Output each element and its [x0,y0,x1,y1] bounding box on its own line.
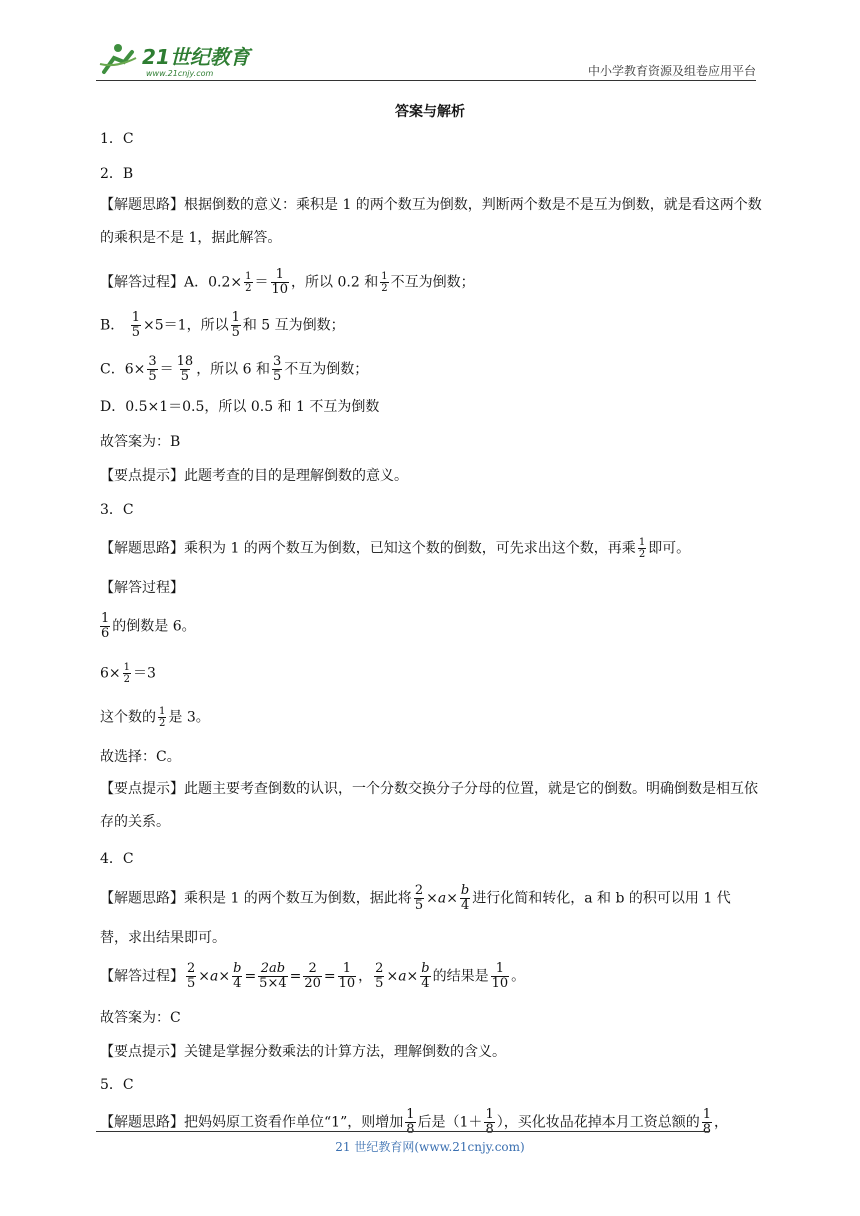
expr-text: 的倒数是 6。 [112,618,196,635]
q4-thinking: 【解题思路】乘积是 1 的两个数互为倒数，据此将 $\frac{2}{5}$ ×a× $\frac{b}{4}$ 进行化简和转化，a 和 b 的积可以用 1 代 [100,883,731,913]
expr-text: 不互为倒数； [390,274,475,291]
expr-text: ，所以 6 和 [196,361,270,378]
answer-q3: 3．C [100,502,134,518]
fraction: $\frac{2ab}{5\times 4}$ [259,961,287,991]
thinking-text: ， [714,1114,728,1131]
fraction: $\frac{1}{10}$ [491,961,509,991]
q4-thinking-cont: 替，求出结果即可。 [100,930,226,946]
fraction: $\frac{1}{8}$ [702,1107,711,1137]
q2-tip: 【要点提示】此题考查的目的是理解倒数的意义。 [100,468,408,484]
thinking-text: 【解题思路】乘积为 1 的两个数互为倒数，已知这个数的倒数，可先求出这个数，再乘 [100,540,636,557]
q2-process-a: 【解答过程】A．0.2× $\frac{1}{2}$ ＝ $\frac{1}{10}$ ，所以 0.2 和 $\frac{1}{2}$ 不互为倒数； [100,267,475,297]
q3-tip: 【要点提示】此题主要考查倒数的认识，一个分数交换分子分母的位置，就是它的倒数。明确倒数是相互依存的关系。 [100,781,758,830]
expr-text: 0.2× [208,274,243,291]
q3-line3 [100,706,210,729]
fraction: $\frac{18}{5}$ [176,354,194,384]
expr-text: ，所以 0.2 和 [291,274,379,291]
fraction: $\frac{3}{5}$ [148,354,157,384]
q2-answer: 故答案为：B [100,434,181,450]
expr-text: ， [358,968,373,985]
footer-link[interactable]: 21 世纪教育网(www.21cnjy.com) [335,1140,525,1154]
q5-thinking [100,1108,728,1137]
expr-text: 是 3。 [168,709,210,726]
fraction: $\frac{1}{2}$ [638,537,646,560]
fraction: $\frac{1}{5}$ [131,310,141,340]
q2-process-d: D．0.5×1＝0.5，所以 0.5 和 1 不互为倒数 [100,399,380,415]
q4-process: 【解答过程】 $\frac{2}{5}$ ×a× $\frac{b}{4}$ = $\frac{2ab}{5\times 4}$ = $\frac{2}{20}$ = $\frac{1}{10}$ ， $\frac{2}{5}$ ×a× $\frac{b}{4}$ 的结果是 $\frac{1}{10}$ 。 [100,961,526,991]
fraction: $\frac{b}{4}$ [233,961,242,991]
answer-q5: 5．C [100,1077,134,1093]
fraction: $\frac{2}{20}$ [304,961,321,991]
fraction: $\frac{1}{2}$ [123,662,131,685]
expr-text: 这个数的 [100,709,156,726]
q3-process-label: 【解答过程】 [100,580,184,596]
q2-process-c: C．6× $\frac{3}{5}$ ＝ $\frac{18}{5}$ ，所以 6 和 $\frac{3}{5}$ 不互为倒数； [100,354,369,384]
expr-text: 不互为倒数； [284,361,369,378]
q4-answer: 故答案为：C [100,1010,181,1026]
expr-text: 和 5 互为倒数； [242,317,345,334]
fraction: $\frac{1}{10}$ [338,961,356,991]
site-logo [96,38,266,80]
fraction: $\frac{1}{2}$ [381,271,388,294]
answer-q1: 1．C [100,131,134,147]
fraction: $\frac{1}{8}$ [406,1107,415,1137]
fraction: $\frac{1}{10}$ [271,267,289,297]
expr-text: 的结果是 [432,968,489,985]
fraction: $\frac{1}{5}$ [231,310,240,340]
expr-text: ＝3 [133,665,156,682]
fraction: $\frac{2}{5}$ [414,883,424,913]
fraction: $\frac{b}{4}$ [421,961,430,991]
answer-q2: 2．B [100,166,134,182]
fraction: $\frac{2}{5}$ [375,961,384,991]
thinking-text: 进行化简和转化，a 和 b 的积可以用 1 代 [472,890,731,907]
process-label: 【解答过程】 [100,968,184,985]
thinking-text: ），买化妆品花掉本月工资总额的 [496,1114,700,1131]
q2-process-b [100,311,345,340]
q3-answer: 故选择：C。 [100,749,181,765]
thinking-text: 【解题思路】乘积是 1 的两个数互为倒数，据此将 [100,890,412,907]
option-label: C．6× [100,361,146,378]
svg-text:21世纪教育: 21世纪教育 [142,45,250,69]
expr-text: 6× [100,665,121,682]
q2-thinking: 【解题思路】根据倒数的意义：乘积是 1 的两个数互为倒数，判断两个数是不是互为倒数，就是看这两个数的乘积是不是 1，据此解答。 [100,197,762,246]
process-label: 【解答过程】A． [100,274,209,291]
q3-line1 [100,612,196,641]
q3-thinking [100,537,690,560]
svg-text:www.21cnjy.com: www.21cnjy.com [146,69,214,78]
option-label: B． [100,317,125,334]
answer-q4: 4．C [100,851,134,867]
fraction: $\frac{1}{6}$ [101,611,110,641]
fraction: $\frac{1}{2}$ [245,271,252,294]
expr-text: ×5＝1，所以 [143,317,229,334]
fraction: $\frac{1}{2}$ [159,706,166,729]
thinking-text: 即可。 [648,540,691,557]
thinking-text: 【解题思路】把妈妈原工资看作单位“1”，则增加 [100,1114,404,1131]
fraction: $\frac{b}{4}$ [460,883,470,913]
q3-line2 [100,662,156,685]
fraction: $\frac{3}{5}$ [273,354,282,384]
thinking-text: 后是（1＋ [417,1114,483,1131]
q4-tip: 【要点提示】关键是掌握分数乘法的计算方法，理解倒数的含义。 [100,1044,506,1060]
fraction: $\frac{1}{8}$ [485,1107,494,1137]
footer-divider [96,1131,710,1132]
page-title: 答案与解析 [395,104,465,120]
header-divider [96,80,756,81]
header-platform-text: 中小学教育资源及组卷应用平台 [587,64,756,78]
fraction: $\frac{2}{5}$ [187,961,196,991]
expr-text: 。 [511,968,526,985]
